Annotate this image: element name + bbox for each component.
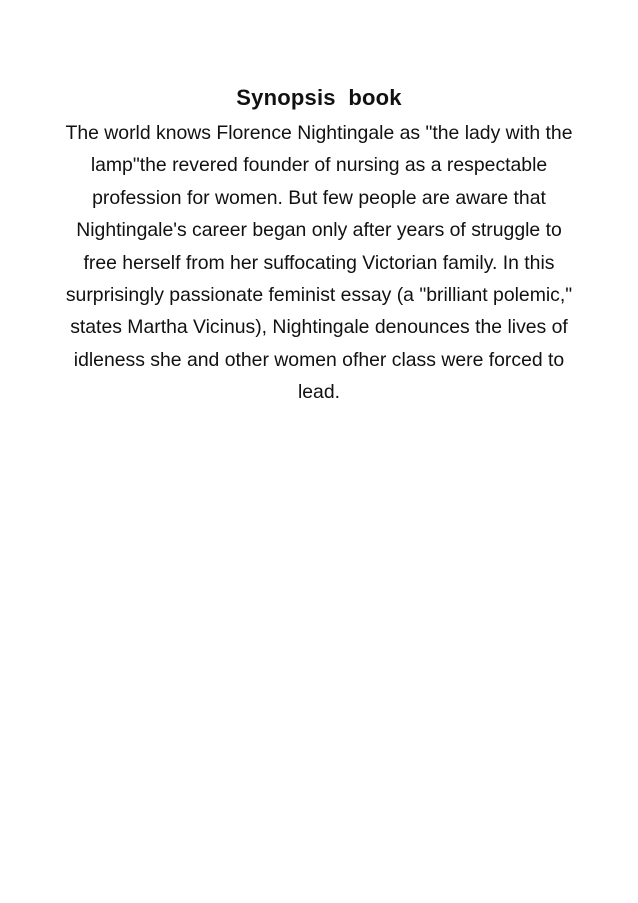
synopsis-line: The world knows Florence Nightingale as "the lady with the <box>65 122 573 144</box>
synopsis-line: profession for women. But few people are aware that <box>92 186 546 209</box>
synopsis-text <box>30 117 608 409</box>
synopsis-line: states Martha Vicinus), Nightingale denounces the lives of <box>70 316 568 339</box>
synopsis-line: Nightingale's career began only after years of struggle to <box>76 219 562 242</box>
synopsis-line: lead. <box>297 381 341 404</box>
synopsis-line: free herself from her suffocating Victorian family. In this <box>83 251 555 274</box>
synopsis-line: idleness she and other women ofher class were forced to <box>73 348 565 371</box>
synopsis-line: surprisingly passionate feminist essay (a "brilliant polemic," <box>65 284 573 307</box>
synopsis-line: lamp"the revered founder of nursing as a respectable <box>90 154 548 177</box>
page-title: Synopsis book <box>236 85 402 110</box>
